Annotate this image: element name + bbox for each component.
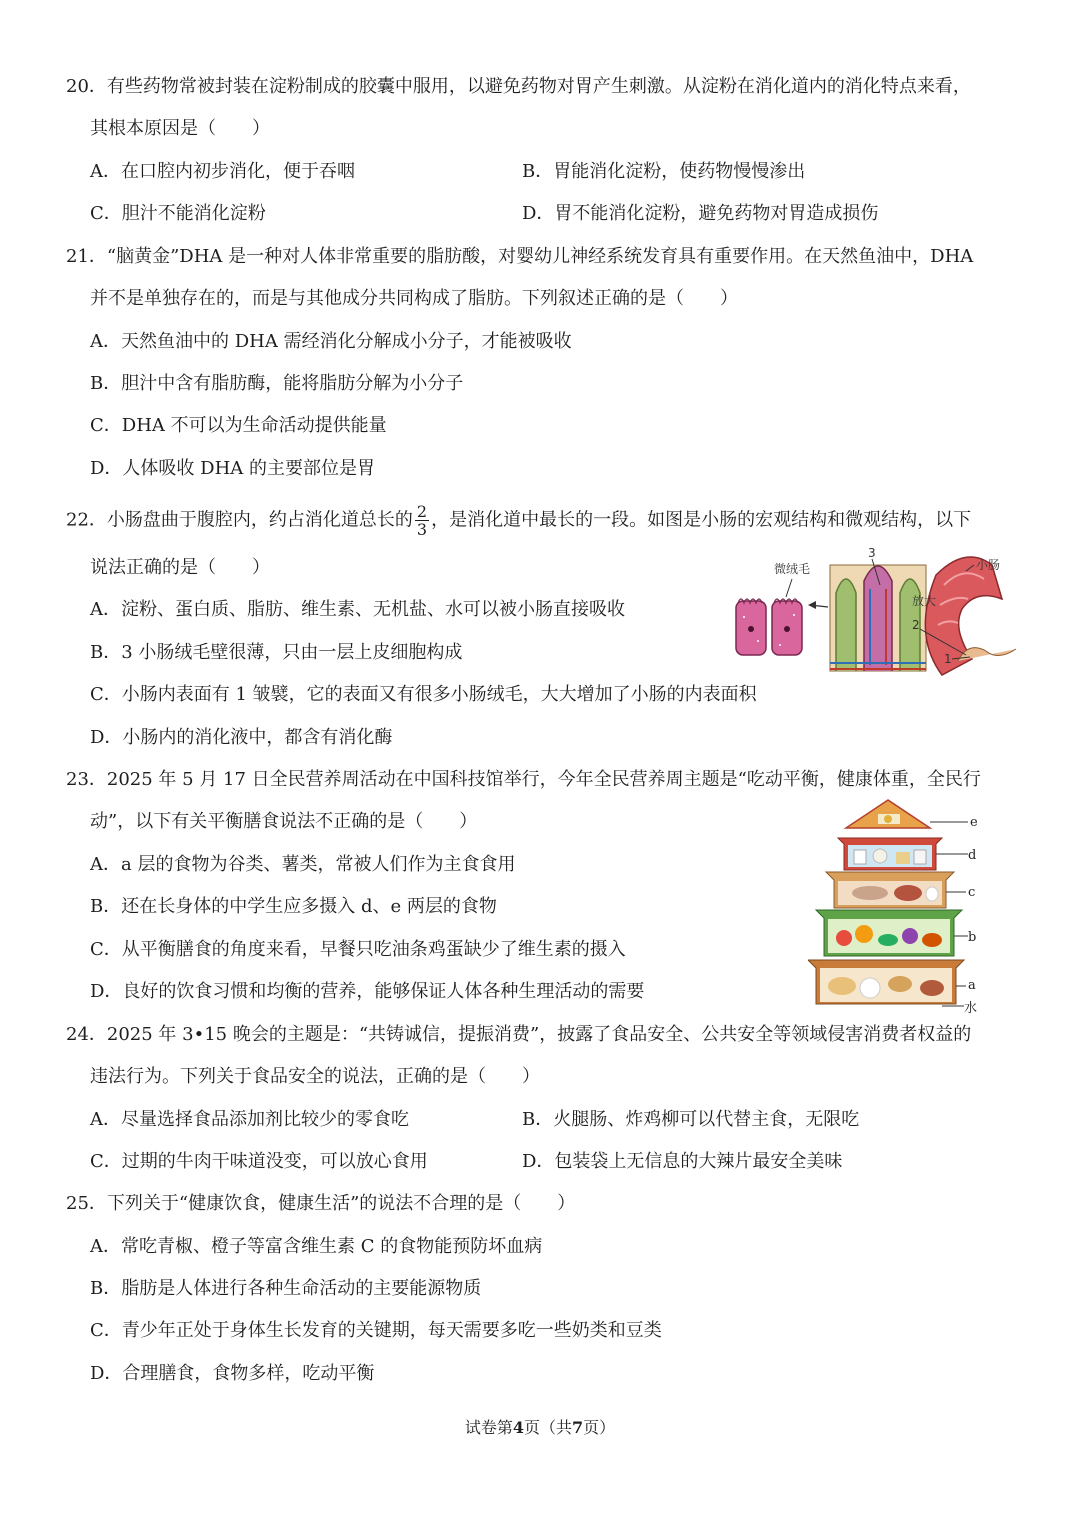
footer-post: 页） bbox=[583, 1418, 616, 1437]
q22-option-d: D．小肠内的消化液中，都含有消化酶 bbox=[90, 727, 393, 748]
q21-stem-line1: 21．“脑黄金”DHA 是一种对人体非常重要的脂肪酸，对婴幼儿神经系统发育具有重要作用。在天然鱼油中，DHA bbox=[66, 246, 974, 267]
q21-stem-line2: 并不是单独存在的，而是与其他成分共同构成了脂肪。下列叙述正确的是（ ） bbox=[90, 288, 738, 309]
fraction-numerator: 2 bbox=[416, 502, 428, 521]
q23-option-c: C．从平衡膳食的角度来看，早餐只吃油条鸡蛋缺少了维生素的摄入 bbox=[90, 939, 626, 960]
q23-option-a: A．a 层的食物为谷类、薯类，常被人们作为主食食用 bbox=[90, 854, 516, 875]
footer-total-pages: 7 bbox=[572, 1418, 584, 1437]
label-small-intestine: 小肠 bbox=[976, 558, 1001, 572]
q20-option-a: A．在口腔内初步消化，便于吞咽 bbox=[90, 161, 355, 182]
q25-option-d: D．合理膳食，食物多样，吃动平衡 bbox=[90, 1363, 375, 1384]
q22-option-c: C．小肠内表面有 1 皱襞，它的表面又有很多小肠绒毛，大大增加了小肠的内表面积 bbox=[90, 684, 757, 705]
fraction bbox=[415, 503, 429, 538]
q21-option-d: D．人体吸收 DHA 的主要部位是胃 bbox=[90, 458, 376, 479]
pyramid-label-a: a bbox=[968, 978, 976, 993]
pyramid-label-b: b bbox=[968, 930, 977, 945]
label-microvilli: 微绒毛 bbox=[774, 562, 811, 576]
pyramid-layer-a bbox=[808, 960, 964, 1004]
pyramid-layer-b bbox=[816, 910, 962, 956]
q20-option-b: B．胃能消化淀粉，使药物慢慢渗出 bbox=[522, 161, 806, 182]
q22-stem-line2: 说法正确的是（ ） bbox=[90, 557, 270, 578]
footer-pre: 试卷第 bbox=[464, 1418, 513, 1437]
q23-option-d: D．良好的饮食习惯和均衡的营养，能够保证人体各种生理活动的需要 bbox=[90, 981, 645, 1002]
q21-option-b: B．胆汁中含有脂肪酶，能将脂肪分解为小分子 bbox=[90, 373, 464, 394]
pyramid-label-water: 水 bbox=[964, 1001, 978, 1016]
q23-option-b: B．还在长身体的中学生应多摄入 d、e 两层的食物 bbox=[90, 896, 497, 917]
q24-option-a: A．尽量选择食品添加剂比较少的零食吃 bbox=[90, 1109, 409, 1130]
microvilli-cells-icon bbox=[736, 599, 802, 655]
q20-option-c: C．胆汁不能消化淀粉 bbox=[90, 203, 266, 224]
pyramid-label-c: c bbox=[968, 885, 976, 900]
label-1: 1 bbox=[944, 652, 952, 666]
q24-option-b: B．火腿肠、炸鸡柳可以代替主食，无限吃 bbox=[522, 1109, 860, 1130]
q24-option-c: C．过期的牛肉干味道没变，可以放心食用 bbox=[90, 1151, 428, 1172]
q22-stem-pre: 22．小肠盘曲于腹腔内，约占消化道总长的 bbox=[66, 509, 413, 531]
q22-stem-post: ，是消化道中最长的一段。如图是小肠的宏观结构和微观结构，以下 bbox=[431, 509, 972, 531]
q24-stem-line1: 24．2025 年 3•15 晚会的主题是：“共铸诚信，提振消费”，披露了食品安全、公共安全等领域侵害消费者权益的 bbox=[66, 1024, 972, 1045]
footer-page-number: 4 bbox=[512, 1418, 524, 1437]
q24-option-d: D．包装袋上无信息的大辣片最安全美味 bbox=[522, 1151, 843, 1172]
q21-option-c: C．DHA 不可以为生命活动提供能量 bbox=[90, 415, 387, 436]
q20-stem-line2: 其根本原因是（ ） bbox=[90, 118, 270, 139]
q22-option-a: A．淀粉、蛋白质、脂肪、维生素、无机盐、水可以被小肠直接吸收 bbox=[90, 599, 625, 620]
q20-option-d: D．胃不能消化淀粉，避免药物对胃造成损伤 bbox=[522, 203, 879, 224]
label-3: 3 bbox=[868, 546, 876, 560]
q21-option-a: A．天然鱼油中的 DHA 需经消化分解成小分子，才能被吸收 bbox=[90, 331, 572, 352]
q20-stem-line1: 20．有些药物常被封装在淀粉制成的胶囊中服用，以避免药物对胃产生刺激。从淀粉在消化道内的消化特点来看， bbox=[66, 76, 971, 97]
q23-stem-line2: 动”，以下有关平衡膳食说法不正确的是（ ） bbox=[90, 811, 478, 832]
q25-stem-line1: 25．下列关于“健康饮食，健康生活”的说法不合理的是（ ） bbox=[66, 1193, 576, 1214]
label-2: 2 bbox=[912, 618, 920, 632]
pyramid-layer-c bbox=[826, 872, 954, 908]
intestine-tube-icon bbox=[925, 557, 1016, 675]
q22-option-b: B．3 小肠绒毛壁很薄，只由一层上皮细胞构成 bbox=[90, 642, 463, 663]
fraction-denominator: 3 bbox=[416, 520, 428, 539]
q25-option-a: A．常吃青椒、橙子等富含维生素 C 的食物能预防坏血病 bbox=[90, 1236, 543, 1257]
q23-stem-line1: 23．2025 年 5 月 17 日全民营养周活动在中国科技馆举行，今年全民营养周主题是“吃动平衡，健康体重，全民行 bbox=[66, 769, 981, 790]
q25-option-c: C．青少年正处于身体生长发育的关键期，每天需要多吃一些奶类和豆类 bbox=[90, 1320, 662, 1341]
page-footer bbox=[0, 1415, 1080, 1441]
q22-stem-line1 bbox=[66, 503, 971, 538]
pyramid-label-e: e bbox=[970, 815, 978, 830]
label-enlarge: 放大 bbox=[912, 594, 937, 608]
footer-mid: 页（共 bbox=[523, 1418, 572, 1437]
pyramid-label-d: d bbox=[968, 848, 977, 863]
pyramid-layer-e bbox=[846, 800, 930, 828]
pyramid-layer-d bbox=[838, 838, 942, 870]
q25-option-b: B．脂肪是人体进行各种生命活动的主要能源物质 bbox=[90, 1278, 482, 1299]
food-pyramid-figure bbox=[808, 798, 990, 1020]
small-intestine-figure bbox=[730, 545, 1020, 685]
q24-stem-line2: 违法行为。下列关于食品安全的说法，正确的是（ ） bbox=[90, 1066, 540, 1087]
